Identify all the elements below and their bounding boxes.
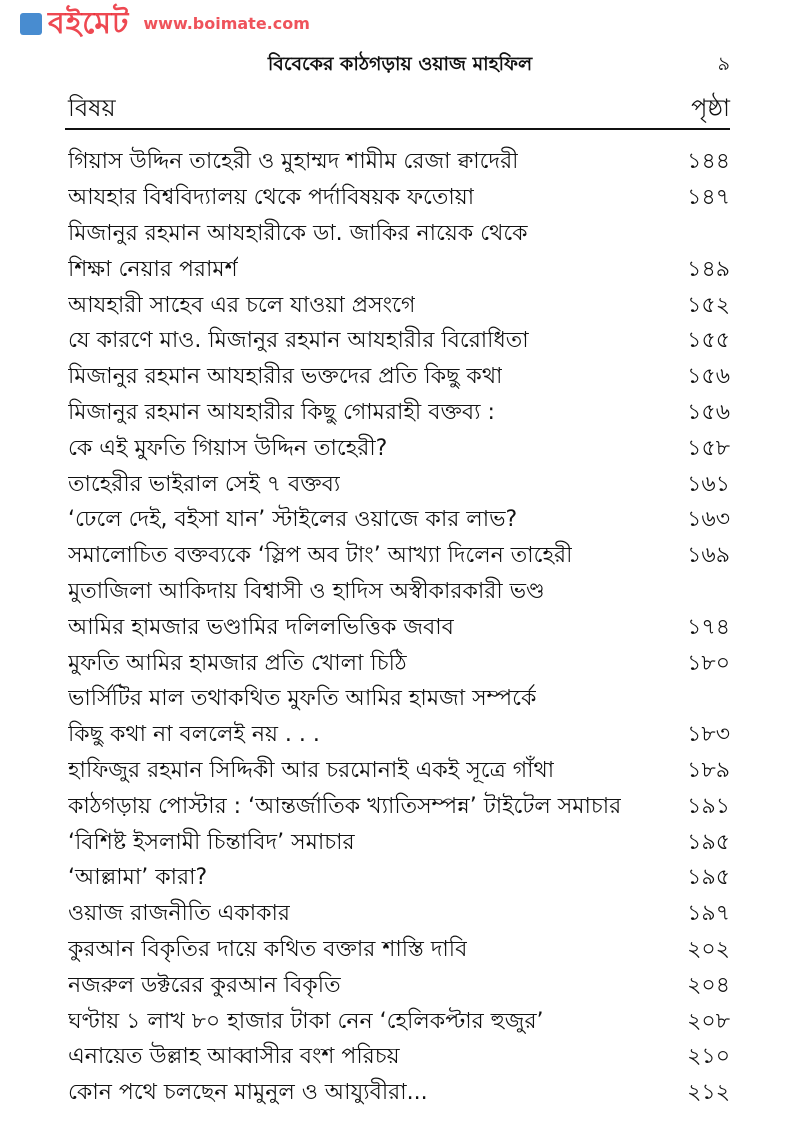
toc-entry-page: ১৪৭ <box>687 185 730 211</box>
toc-entry-title: হাফিজুর রহমান সিদ্দিকী আর চরমোনাই একই সূত্রে গাঁথা <box>68 757 555 783</box>
toc-entry-title: গিয়াস উদ্দিন তাহেরী ও মুহাম্মদ শামীম রেজা ক্বাদেরী <box>68 149 519 175</box>
running-title: বিবেকের কাঠগড়ায় ওয়াজ মাহফিল <box>267 53 533 75</box>
toc-entry <box>68 718 730 754</box>
toc-entry <box>68 682 730 718</box>
toc-entry <box>68 789 730 825</box>
toc-entry-title: যে কারণে মাও. মিজানুর রহমান আযহারীর বিরোধিতা <box>68 328 529 354</box>
toc-entry-page: ১৯৫ <box>687 829 730 855</box>
toc-entry <box>68 1076 730 1112</box>
toc-entry-page: ১৮৯ <box>687 757 730 783</box>
toc-entry-title: তাহেরীর ভাইরাল সেই ৭ বক্তব্য <box>68 471 341 497</box>
toc-entry-page: ১৬১ <box>687 471 730 497</box>
watermark-url: www.boimate.com <box>143 14 310 33</box>
toc-entry-title: ‘আল্লামা’ কারা? <box>68 865 208 891</box>
toc-entry-title: সমালোচিত বক্তব্যকে ‘স্লিপ অব টাং’ আখ্যা দিলেন তাহেরী <box>68 543 573 569</box>
toc-entry <box>68 575 730 611</box>
toc-entry-title: মিজানুর রহমান আযহারীর কিছু গোমরাহী বক্তব্য : <box>68 399 495 425</box>
toc-entry-title: ঘণ্টায় ১ লাখ ৮০ হাজার টাকা নেন ‘হেলিকপ্টার হুজুর’ <box>68 1008 544 1034</box>
toc-entry <box>68 897 730 933</box>
toc-entry <box>68 861 730 897</box>
toc-entry-page: ১৬৩ <box>687 507 730 533</box>
toc-entry <box>68 610 730 646</box>
toc-entry-title: এনায়েত উল্লাহ আব্বাসীর বংশ পরিচয় <box>68 1044 400 1070</box>
toc-entry-page: ১৬৯ <box>687 543 730 569</box>
toc-entry <box>68 968 730 1004</box>
toc-entry <box>68 324 730 360</box>
toc-entry-page: ১৮৩ <box>687 722 730 748</box>
toc-entry-title: ‘বিশিষ্ট ইসলামী চিন্তাবিদ’ সমাচার <box>68 829 355 855</box>
toc-entry <box>68 396 730 432</box>
toc-entry <box>68 646 730 682</box>
toc-entry-title: শিক্ষা নেয়ার পরামর্শ <box>68 256 238 282</box>
toc-entry <box>68 467 730 503</box>
toc-entry-page: ১৫৬ <box>687 399 730 425</box>
toc-entry-page: ১৯৫ <box>687 865 730 891</box>
toc-entry-title: কে এই মুফতি গিয়াস উদ্দিন তাহেরী? <box>68 435 388 461</box>
toc-entry <box>68 754 730 790</box>
toc-entry <box>68 217 730 253</box>
column-header-subject: বিষয় <box>68 94 116 122</box>
toc-entry-title: কিছু কথা না বললেই নয় . . . <box>68 722 320 748</box>
watermark <box>20 4 310 44</box>
toc-entry-page: ২০২ <box>687 936 730 962</box>
toc-entry-title: মুতাজিলা আকিদায় বিশ্বাসী ও হাদিস অস্বীকারকারী ভণ্ড <box>68 578 545 604</box>
toc-entry <box>68 360 730 396</box>
header-rule <box>65 128 730 130</box>
toc-entry-title: কোন পথে চলছেন মামুনুল ও আয্যুবীরা... <box>68 1080 428 1106</box>
toc-entry <box>68 252 730 288</box>
toc-entry-title: ওয়াজ রাজনীতি একাকার <box>68 901 290 927</box>
toc-entry-page: ২০৮ <box>687 1008 730 1034</box>
toc-entry-page: ১৪৪ <box>687 149 730 175</box>
toc-entry-title: আযহার বিশ্ববিদ্যালয় থেকে পর্দাবিষয়ক ফতোয়া <box>68 185 475 211</box>
toc-entry-title: কাঠগড়ায় পোস্টার : ‘আন্তর্জাতিক খ্যাতিসম্পন্ন’ টাইটেল সমাচার <box>68 793 622 819</box>
toc-entry-page: ১৪৯ <box>687 256 730 282</box>
column-header-page: পৃষ্ঠা <box>691 94 730 122</box>
toc-entry <box>68 145 730 181</box>
toc-entry-title: মিজানুর রহমান আযহারীর ভক্তদের প্রতি কিছু কথা <box>68 364 503 390</box>
toc-entry <box>68 1004 730 1040</box>
page-number: ৯ <box>717 53 730 75</box>
toc-entry-page: ২১২ <box>687 1080 730 1106</box>
toc-entry-title: মিজানুর রহমান আযহারীকে ডা. জাকির নায়েক থেকে <box>68 221 528 246</box>
toc-entry-page: ১৫৮ <box>687 435 730 461</box>
toc-entry-page: ১৯৭ <box>687 901 730 927</box>
toc-entry <box>68 1040 730 1076</box>
toc-entry-page: ২০৪ <box>687 972 730 998</box>
toc-entry <box>68 431 730 467</box>
toc-entry-title: ‘ঢেলে দেই, বইসা যান’ স্টাইলের ওয়াজে কার লাভ? <box>68 507 518 533</box>
table-of-contents <box>68 145 730 1112</box>
toc-entry <box>68 503 730 539</box>
toc-entry-title: আযহারী সাহেব এর চলে যাওয়া প্রসংগে <box>68 292 416 318</box>
toc-entry-title: ভার্সিটির মাল তথাকথিত মুফতি আমির হামজা সম্পর্কে <box>68 686 537 712</box>
toc-entry-page: ১৭৪ <box>687 614 730 640</box>
toc-entry-page: ১৫৫ <box>687 328 730 354</box>
watermark-logo <box>20 6 129 42</box>
book-icon <box>20 13 42 35</box>
toc-entry <box>68 933 730 969</box>
toc-entry-page: ১৫৬ <box>687 364 730 390</box>
toc-entry-title: মুফতি আমির হামজার প্রতি খোলা চিঠি <box>68 650 407 676</box>
toc-entry-page: ১৮০ <box>687 650 730 676</box>
toc-entry <box>68 181 730 217</box>
toc-entry <box>68 288 730 324</box>
toc-entry <box>68 825 730 861</box>
toc-entry-title: নজরুল ডক্টরের কুরআন বিকৃতি <box>68 972 341 998</box>
toc-entry-title: আমির হামজার ভণ্ডামির দলিলভিত্তিক জবাব <box>68 614 454 640</box>
toc-entry-page: ১৫২ <box>687 292 730 318</box>
toc-entry-page: ১৯১ <box>687 793 730 819</box>
toc-entry-page: ২১০ <box>687 1044 730 1070</box>
toc-entry-title: কুরআন বিকৃতির দায়ে কথিত বক্তার শাস্তি দাবি <box>68 936 468 962</box>
watermark-logo-text: বইমেট <box>48 6 130 41</box>
toc-entry <box>68 539 730 575</box>
